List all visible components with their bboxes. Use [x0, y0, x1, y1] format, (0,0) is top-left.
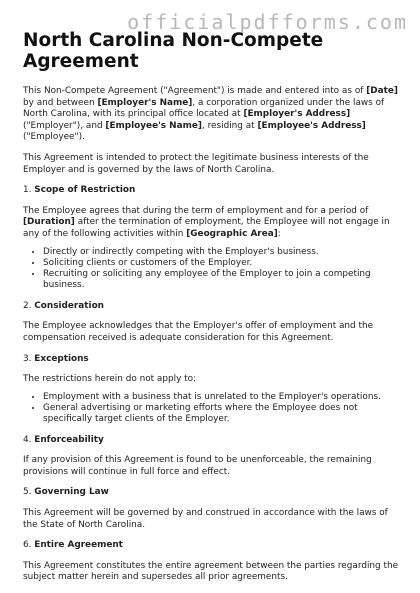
section-2-paragraph: The Employee acknowledges that the Employer's offer of employment and the compensation received is adequate consideration for this Agreement. — [23, 321, 374, 343]
intro-text: , residing at — [201, 120, 258, 131]
intro-text: ("Employer"), and — [23, 120, 106, 131]
section-6-heading — [23, 540, 401, 552]
page-title: North Carolina Non-Compete Agreement — [23, 30, 324, 72]
section-text: The Employee agrees that during the term of employment and for a period of — [23, 205, 369, 216]
section-number: 3. — [23, 353, 35, 364]
list-item: • Recruiting or soliciting any employee of the Employer to join a competing business. — [43, 269, 401, 292]
section-3-paragraph: The restrictions herein do not apply to: — [23, 374, 197, 385]
employee-address-placeholder: [Employee's Address] — [257, 120, 366, 131]
date-placeholder: [Date] — [366, 86, 398, 96]
list-item: • General advertising or marketing efforts where the Employee does not specifically target clients of the Employer. — [43, 403, 401, 426]
section-2-heading — [23, 301, 401, 313]
section-number: 6. — [23, 540, 35, 551]
section-5-paragraph: This Agreement will be governed by and construed in accordance with the laws of the State of North Carolina. — [23, 507, 388, 530]
section-1-paragraph — [23, 206, 401, 241]
section-title: Governing Law — [34, 487, 109, 498]
section-6-paragraph: This Agreement constitutes the entire agreement between the parties regarding the subject matter herein and supersedes all prior agreements. — [23, 560, 399, 583]
employer-name-placeholder: [Employer's Name] — [97, 97, 193, 108]
section-number: 4. — [23, 434, 35, 445]
section-title: Exceptions — [34, 353, 89, 364]
section-1-heading — [23, 185, 401, 197]
purpose-paragraph: This Agreement is intended to protect the legitimate business interests of the Employer and is governed by the laws of North Carolina. — [23, 152, 369, 175]
section-1-list — [23, 247, 401, 292]
document-body — [23, 30, 401, 593]
watermark: officialpdfforms.com — [127, 10, 408, 34]
list-item: • Directly or indirectly competing with the Employer's business. — [43, 247, 401, 258]
intro-paragraph — [23, 86, 401, 144]
section-number: 1. — [23, 185, 35, 196]
section-number: 5. — [23, 487, 35, 498]
section-number: 2. — [23, 300, 35, 311]
intro-text: ("Employee"). — [23, 132, 85, 143]
section-3-list — [23, 392, 401, 426]
intro-text: by and between — [23, 97, 98, 108]
section-title: Enforceability — [34, 434, 104, 445]
list-item: • Soliciting clients or customers of the Employer. — [43, 258, 401, 269]
section-5-heading — [23, 487, 401, 499]
employee-name-placeholder: [Employee's Name] — [105, 120, 202, 131]
section-text: : — [277, 228, 281, 239]
section-4-heading — [23, 435, 401, 447]
section-title: Entire Agreement — [34, 540, 123, 551]
employer-address-placeholder: [Employer's Address] — [243, 109, 351, 120]
list-item: • Employment with a business that is unrelated to the Employer's operations. — [43, 392, 401, 403]
section-3-heading — [23, 354, 401, 366]
section-4-paragraph: If any provision of this Agreement is found to be unenforceable, the remaining provisions will continue in full force and effect. — [23, 455, 372, 477]
duration-placeholder: [Duration] — [23, 217, 75, 228]
section-title: Consideration — [34, 300, 104, 311]
geographic-area-placeholder: [Geographic Area] — [186, 228, 278, 239]
intro-text: This Non-Compete Agreement ("Agreement") is made and entered into as of — [23, 86, 367, 96]
section-title: Scope of Restriction — [34, 185, 136, 196]
intro-text: , a corporation organized under the laws of North Carolina, with its principal office located at — [23, 97, 385, 120]
section-text: after the termination of employment, the Employee will not engage in any of the following activities within — [23, 217, 390, 239]
